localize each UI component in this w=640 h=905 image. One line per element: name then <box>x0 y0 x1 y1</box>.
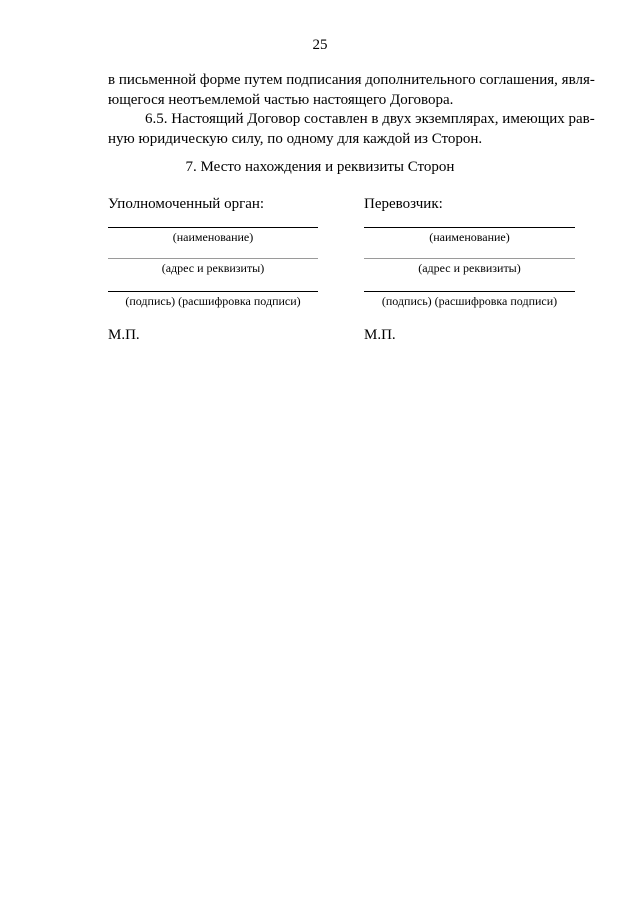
name-caption: (наименование) <box>429 230 510 244</box>
paragraph-line: 6.5. Настоящий Договор составлен в двух экземплярах, имеющих рав- <box>145 111 595 127</box>
party-label: Перевозчик: <box>364 196 443 212</box>
signature-line <box>364 291 575 292</box>
address-line <box>108 258 318 259</box>
paragraph-continuation <box>108 70 595 110</box>
signature-caption: (подпись) (расшифровка подписи) <box>125 294 301 308</box>
party-column-carrier <box>364 194 575 343</box>
address-caption: (адрес и реквизиты) <box>418 261 521 275</box>
stamp-place: М.П. <box>108 327 140 343</box>
name-line <box>108 227 318 228</box>
name-line <box>364 227 575 228</box>
paragraph-line: в письменной форме путем подписания дополнительного соглашения, явля- <box>108 72 595 88</box>
party-column-authority <box>108 194 318 343</box>
paragraph-line: ную юридическую силу, по одному для каждой из Сторон. <box>108 131 483 147</box>
address-caption: (адрес и реквизиты) <box>161 261 265 275</box>
name-caption: (наименование) <box>172 230 254 244</box>
stamp-place: М.П. <box>364 327 396 343</box>
signature-line <box>108 291 318 292</box>
address-line <box>364 258 575 259</box>
signature-caption: (подпись) (расшифровка подписи) <box>381 294 558 308</box>
party-label: Уполномоченный орган: <box>108 196 265 212</box>
paragraph-6-5 <box>108 109 595 149</box>
paragraph-line: ющегося неотъемлемой частью настоящего Договора. <box>108 92 454 108</box>
section-heading: 7. Место нахождения и реквизиты Сторон <box>185 159 455 175</box>
page-number: 25 <box>312 37 328 53</box>
